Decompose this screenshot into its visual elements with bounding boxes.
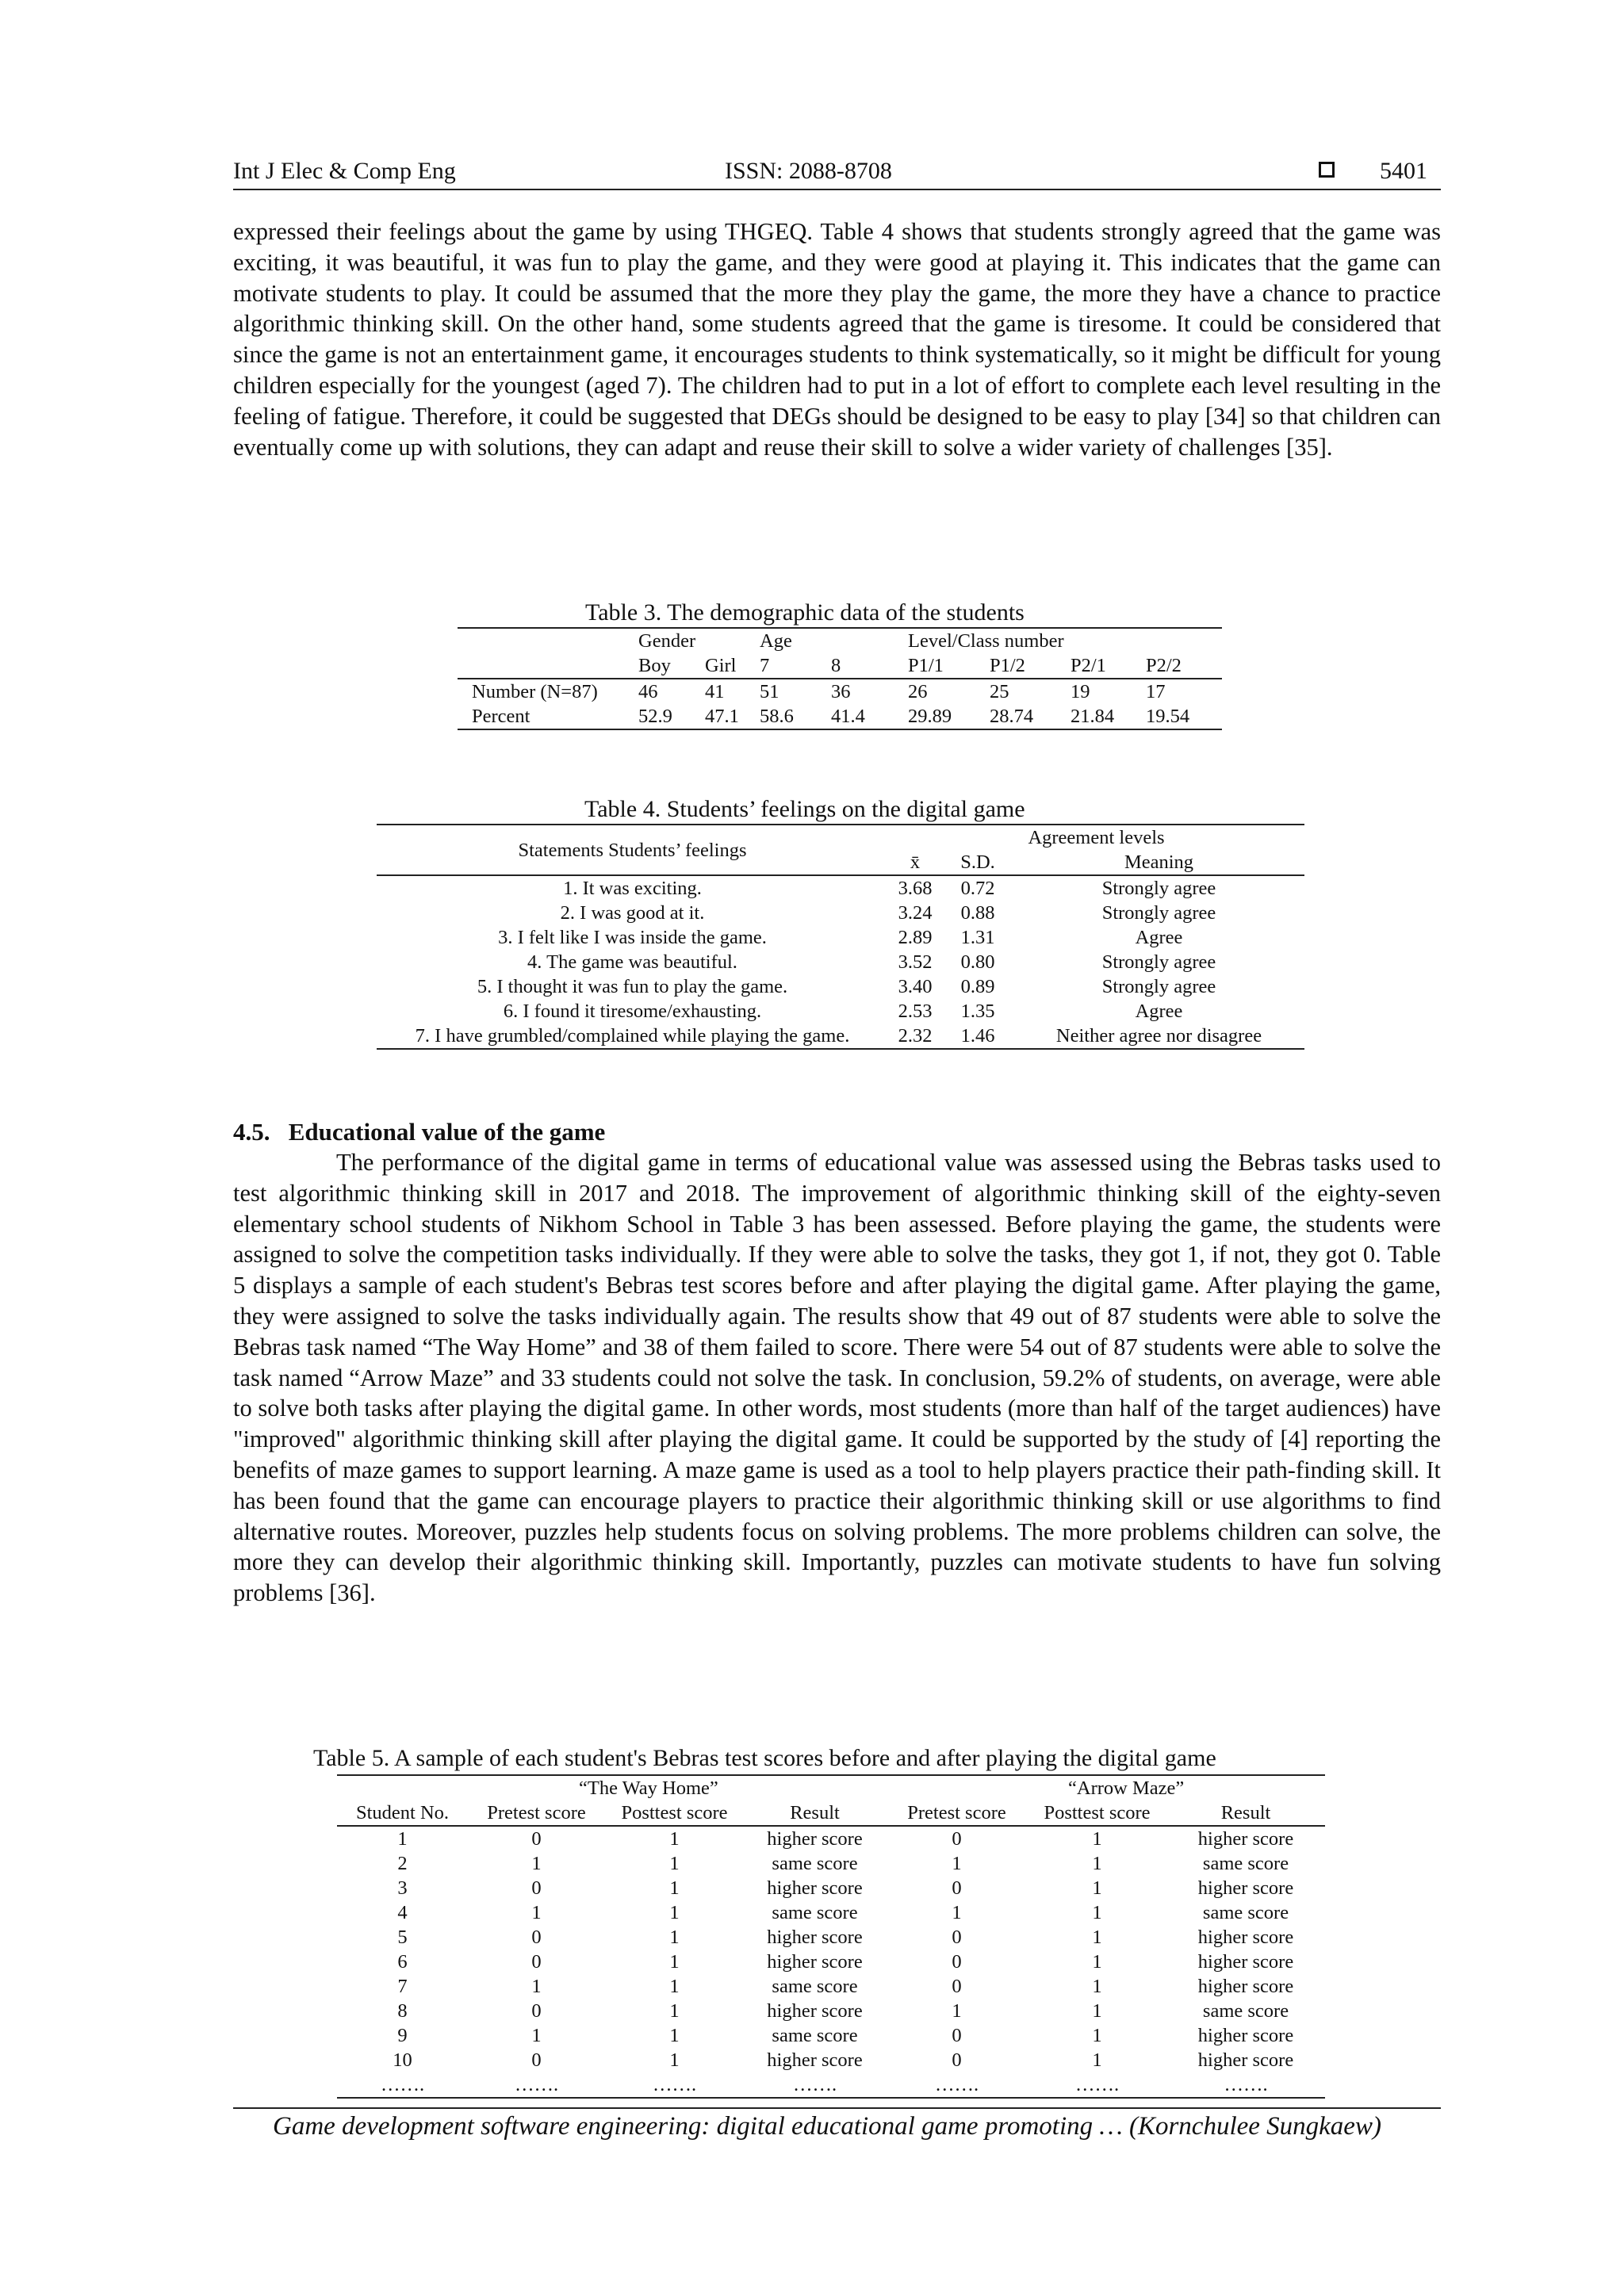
table5-cell: 0: [952, 2025, 962, 2046]
table5-header: Posttest score: [1044, 1802, 1151, 1823]
table-row: [377, 901, 1304, 925]
table4-sd: 0.72: [960, 878, 995, 899]
table3-cell: 25: [990, 681, 1009, 702]
table5-cell: same score: [1202, 2000, 1289, 2022]
table5-cell: higher score: [1197, 2049, 1294, 2071]
table3-cell: 51: [760, 681, 779, 702]
table5-cell: 1: [669, 1902, 680, 1923]
table-row: [337, 1851, 1325, 1876]
table4-meaning: Strongly agree: [1101, 951, 1216, 973]
table-row: [337, 1876, 1325, 1900]
table4-meaning: Neither agree nor disagree: [1055, 1025, 1262, 1047]
table4-statement: 3. I felt like I was inside the game.: [498, 927, 767, 948]
table3-cell: 41.4: [831, 706, 865, 727]
table4-mean: 2.53: [898, 1001, 933, 1022]
table3-subheader: P1/2: [990, 655, 1025, 676]
table5-cell: 6: [397, 1951, 408, 1973]
table4-sd: 1.46: [960, 1025, 995, 1047]
table3-subheader-row: [458, 653, 1222, 679]
table5-caption: Table 5. A sample of each student's Bebras test scores before and after playing the digital game: [313, 1745, 1216, 1771]
table5-cell: …….: [934, 2074, 979, 2095]
table3-cell: 26: [908, 681, 928, 702]
table3-cell: 36: [831, 681, 851, 702]
table4-mean: 3.24: [898, 902, 933, 924]
table5-cell: 1: [531, 2025, 542, 2046]
table5-header: Student No.: [355, 1802, 450, 1823]
table4-meaning: Strongly agree: [1101, 976, 1216, 997]
table4: [377, 824, 1304, 1050]
table5-cell: 0: [531, 2000, 542, 2022]
table-row: [377, 925, 1304, 950]
table5-cell: higher score: [767, 1927, 863, 1948]
table-row: [377, 974, 1304, 999]
table4-mean: 2.32: [898, 1025, 933, 1047]
table-row: [337, 1925, 1325, 1950]
table5-cell: …….: [792, 2074, 837, 2095]
table5-cell: higher score: [767, 2000, 863, 2022]
table5-cell: same score: [772, 2025, 858, 2046]
table5-cell: same score: [772, 1976, 858, 1997]
table4-meaning: Strongly agree: [1101, 878, 1216, 899]
table5-cell: 0: [531, 2049, 542, 2071]
table5-group-way-home: “The Way Home”: [579, 1777, 718, 1799]
table4-caption: Table 4. Students’ feelings on the digital game: [584, 796, 1025, 822]
table5-cell: …….: [1074, 2074, 1120, 2095]
table5-cell: 2: [397, 1853, 408, 1874]
table3-group-age: Age: [760, 630, 792, 652]
table5-cell: higher score: [1197, 1877, 1294, 1899]
table-row: [337, 2048, 1325, 2072]
table5-cell: 1: [1092, 1951, 1102, 1973]
table5-cell: …….: [652, 2074, 697, 2095]
table5-cell: higher score: [767, 1828, 863, 1850]
table5-cell: 1: [952, 1902, 962, 1923]
table3-cell: 19: [1071, 681, 1090, 702]
table5-cell: …….: [514, 2074, 559, 2095]
table5-cell: 0: [952, 1828, 962, 1850]
table5-cell: 0: [952, 2049, 962, 2071]
table5-cell: higher score: [767, 1951, 863, 1973]
table4-mean: 3.40: [898, 976, 933, 997]
table5-cell: 0: [952, 1976, 962, 1997]
issn: ISSN: 2088-8708: [725, 158, 892, 184]
running-footer: Game development software engineering: digital educational game promoting … (Kornchulee Sungkaew): [273, 2112, 1381, 2141]
table-row: [377, 999, 1304, 1024]
square-bullet-icon: [1319, 162, 1335, 178]
table3-caption: Table 3. The demographic data of the students: [585, 599, 1025, 626]
table4-meaning-header: Meaning: [1124, 851, 1194, 873]
table4-sd: 0.88: [960, 902, 995, 924]
table5-cell: 1: [669, 1976, 680, 1997]
table4-statement: 5. I thought it was fun to play the game.: [477, 976, 788, 997]
table4-mean: 3.52: [898, 951, 933, 973]
table5-cell: 1: [669, 2049, 680, 2071]
table4-statement: 4. The game was beautiful.: [527, 951, 737, 973]
table5-header: Pretest score: [907, 1802, 1006, 1823]
table3-cell: 47.1: [705, 706, 739, 727]
table5-cell: 1: [1092, 1976, 1102, 1997]
table5-cell: same score: [1202, 1902, 1289, 1923]
table5-group-header-row: [337, 1775, 1325, 1800]
table5-cell: 1: [1092, 1828, 1102, 1850]
table3-cell: 17: [1146, 681, 1166, 702]
table4-mean: 2.89: [898, 927, 933, 948]
table3-row-label: Percent: [472, 706, 530, 727]
table-row: [337, 1900, 1325, 1925]
table3-cell: 28.74: [990, 706, 1034, 727]
table3-row-label: Number (N=87): [472, 681, 598, 702]
table4-sd: 1.35: [960, 1001, 995, 1022]
table5-cell: 8: [397, 2000, 408, 2022]
table3-subheader: P2/1: [1071, 655, 1106, 676]
page-number: 5401: [1380, 158, 1427, 184]
table4-sd: 1.31: [960, 927, 995, 948]
table5-header: Pretest score: [487, 1802, 586, 1823]
table5-cell: 1: [531, 1976, 542, 1997]
table5-cell: same score: [772, 1902, 858, 1923]
table3-cell: 21.84: [1071, 706, 1115, 727]
table-row: [337, 1974, 1325, 1999]
table4-statement: 6. I found it tiresome/exhausting.: [503, 1001, 762, 1022]
table5-header: Posttest score: [621, 1802, 728, 1823]
table5-cell: same score: [772, 1853, 858, 1874]
table4-sd: 0.89: [960, 976, 995, 997]
table5-cell: 0: [952, 1927, 962, 1948]
table-row: [337, 1950, 1325, 1974]
table5: [337, 1774, 1325, 2099]
table4-statement: 7. I have grumbled/complained while playing the game.: [415, 1025, 850, 1047]
table5-cell: 7: [397, 1976, 408, 1997]
table4-header-row: [377, 825, 1304, 850]
table3-group-gender: Gender: [638, 630, 696, 652]
section-paragraph: [233, 1147, 1441, 1609]
table-row: [458, 679, 1222, 704]
table3-subheader: Girl: [705, 655, 737, 676]
table5-cell: 1: [669, 2025, 680, 2046]
table-row: [377, 1024, 1304, 1049]
section-heading: 4.5. Educational value of the game: [233, 1118, 606, 1146]
table5-cell: 3: [397, 1877, 408, 1899]
table4-sd: 0.80: [960, 951, 995, 973]
table3: [458, 627, 1222, 730]
table3-cell: 29.89: [908, 706, 952, 727]
table3-subheader: 7: [760, 655, 770, 676]
table3-subheader: 8: [831, 655, 841, 676]
table5-cell: 0: [531, 1927, 542, 1948]
intro-paragraph: expressed their feelings about the game by using THGEQ. Table 4 shows that students strongly agreed that the game was exciting, it was beautiful, it was fun to play the game, and they were good at playing it. This indicates that the game can motivate students to play. It could be assumed that the more they play the game, the more they have a chance to practice algorithmic thinking skill. On the other hand, some students agreed that the game is tiresome. It could be considered that since the game is not an entertainment game, it encourages students to think systematically, so it might be difficult for young children especially for the youngest (aged 7). The children had to put in a lot of effort to complete each level resulting in the feeling of fatigue. Therefore, it could be suggested that DEGs should be designed to be easy to play [34] so that children can eventually come up with solutions, they can adapt and reuse their skill to solve a wider variety of challenges [35].: [233, 218, 1441, 461]
table4-agreement-header: Agreement levels: [1028, 827, 1165, 848]
table5-cell: 4: [397, 1902, 408, 1923]
table3-cell: 58.6: [760, 706, 794, 727]
table5-cell: higher score: [1197, 1828, 1294, 1850]
table5-cell: 0: [531, 1877, 542, 1899]
table5-cell: 1: [1092, 2025, 1102, 2046]
table5-header: Result: [790, 1802, 840, 1823]
table5-cell: higher score: [1197, 1976, 1294, 1997]
table3-group-header-row: [458, 628, 1222, 653]
table5-cell: …….: [1224, 2074, 1268, 2095]
table5-cell: 1: [669, 1927, 680, 1948]
table5-cell: 0: [531, 1828, 542, 1850]
table3-subheader: P2/2: [1146, 655, 1182, 676]
table-row: [458, 704, 1222, 729]
table4-mean: 3.68: [898, 878, 933, 899]
table5-cell: 1: [1092, 1853, 1102, 1874]
table5-cell: 0: [952, 1951, 962, 1973]
table-row: [337, 1999, 1325, 2023]
table5-cell: 1: [397, 1828, 408, 1850]
table5-cell: 1: [1092, 2000, 1102, 2022]
table5-cell: …….: [380, 2074, 425, 2095]
table5-cell: same score: [1202, 1853, 1289, 1874]
table5-cell: 1: [669, 1951, 680, 1973]
table3-subheader: P1/1: [908, 655, 944, 676]
table5-header: Result: [1220, 1802, 1271, 1823]
table3-cell: 19.54: [1146, 706, 1190, 727]
table5-cell: 1: [1092, 1877, 1102, 1899]
table3-group-level: Level/Class number: [908, 630, 1064, 652]
table3-cell: 41: [705, 681, 725, 702]
table5-cell: higher score: [767, 1877, 863, 1899]
table-row: [377, 950, 1304, 974]
table5-cell: higher score: [1197, 1927, 1294, 1948]
table5-cell: higher score: [767, 2049, 863, 2071]
table5-cell: 1: [669, 1853, 680, 1874]
table5-cell: 9: [397, 2025, 408, 2046]
journal-name: Int J Elec & Comp Eng: [233, 158, 456, 184]
table4-statement: 1. It was exciting.: [563, 878, 702, 899]
table-row: [377, 875, 1304, 901]
table5-cell: higher score: [1197, 1951, 1294, 1973]
table4-meaning: Agree: [1135, 927, 1183, 948]
table5-cell: 1: [1092, 2049, 1102, 2071]
table5-cell: 0: [952, 1877, 962, 1899]
table5-cell: 10: [393, 2049, 412, 2071]
table5-cell: 1: [669, 2000, 680, 2022]
table5-cell: 5: [397, 1927, 408, 1948]
table-row: [337, 1826, 1325, 1851]
table5-cell: 1: [1092, 1902, 1102, 1923]
table5-cell: 1: [952, 1853, 962, 1874]
table4-meaning: Strongly agree: [1101, 902, 1216, 924]
table4-meaning: Agree: [1135, 1001, 1183, 1022]
table5-ellipsis-row: [337, 2072, 1325, 2098]
table5-cell: 1: [1092, 1927, 1102, 1948]
table4-statement: 2. I was good at it.: [560, 902, 705, 924]
footer-rule: [233, 2107, 1441, 2109]
table4-sd-header: S.D.: [960, 851, 995, 873]
table5-cell: 1: [669, 1828, 680, 1850]
table4-mean-header: x̄: [910, 851, 921, 873]
table-row: [337, 2023, 1325, 2048]
table5-cell: 1: [952, 2000, 962, 2022]
header-rule: [233, 189, 1441, 190]
table5-cell: 0: [531, 1951, 542, 1973]
table5-group-arrow-maze: “Arrow Maze”: [1068, 1777, 1185, 1799]
table3-cell: 46: [638, 681, 658, 702]
table5-header-row: [337, 1800, 1325, 1826]
table3-subheader: Boy: [638, 655, 671, 676]
table5-cell: higher score: [1197, 2025, 1294, 2046]
section-paragraph-text: The performance of the digital game in terms of educational value was assessed using the Bebras tasks used to test algorithmic thinking skill in 2017 and 2018. The improvement of algorithmic thinking skill of the eighty-seven elementary school students of Nikhom School in Table 3 has been assessed. Before playing the game, the students were assigned to solve the competition tasks individually. If they were able to solve the tasks, they got 1, if not, they got 0. Table 5 displays a sample of each student's Bebras test scores before and after playing the digital game. After playing the game, they were assigned to solve the tasks individually again. The results show that 49 out of 87 students were able to solve the Bebras task named “The Way Home” and 38 of them failed to score. There were 54 out of 87 students were able to solve the task named “Arrow Maze” and 33 students could not solve the task. In conclusion, 59.2% of students, on average, were able to solve both tasks after playing the digital game. In other words, most students (more than half of the target audiences) have "improved" algorithmic thinking skill after playing the digital game. It could be supported by the study of [4] reporting the benefits of maze games to support learning. A maze game is used as a tool to help players practice their path-finding skill. It has been found that the game can encourage players to practice their algorithmic thinking skill or use algorithms to find alternative routes. Moreover, puzzles help students focus on solving problems. The more problems children can solve, the more they can develop their algorithmic thinking skill. Importantly, puzzles can motivate students to have fun solving problems [36].: [233, 1149, 1441, 1607]
table5-cell: 1: [531, 1902, 542, 1923]
table5-cell: 1: [531, 1853, 542, 1874]
table3-cell: 52.9: [638, 706, 672, 727]
table5-cell: 1: [669, 1877, 680, 1899]
table4-statements-header: Statements Students’ feelings: [518, 839, 747, 861]
